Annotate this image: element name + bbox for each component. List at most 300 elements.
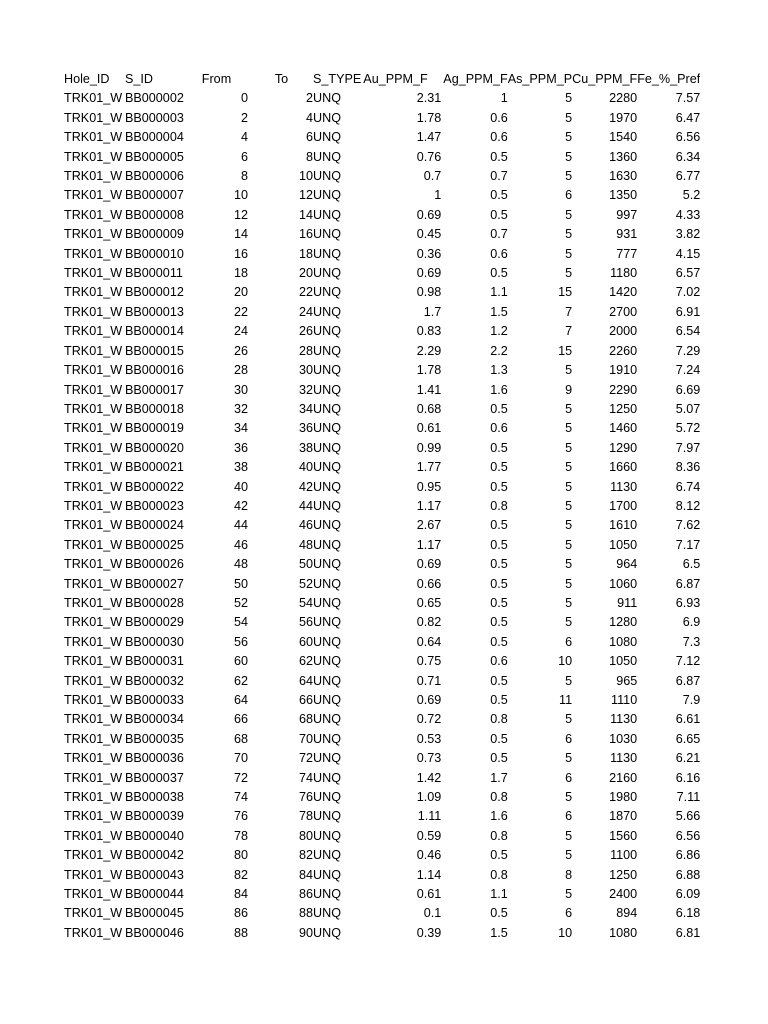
cell-ag-ppm: 1.6 xyxy=(490,809,508,824)
cell-sample-id: BB000007 xyxy=(125,188,184,203)
cell-from: 56 xyxy=(233,634,248,649)
cell-fe-pct: 7.11 xyxy=(676,790,701,805)
cell-hole-id: TRK01_W xyxy=(64,246,123,261)
header-cu-ppm: Cu_PPM_F xyxy=(572,72,638,86)
cell-fe-pct: 7.57 xyxy=(675,91,701,106)
cell-from: 28 xyxy=(233,363,248,378)
cell-to: 90 xyxy=(298,925,313,940)
cell-fe-pct: 4.15 xyxy=(675,246,701,261)
cell-to: 68 xyxy=(298,712,313,727)
cell-sample-id: BB000036 xyxy=(125,751,184,766)
cell-as-ppm: 8 xyxy=(565,867,573,882)
cell-au-ppm: 0.46 xyxy=(416,848,442,863)
cell-from: 52 xyxy=(233,595,248,610)
cell-sample-id: BB000018 xyxy=(125,401,184,416)
cell-sample-id: BB000008 xyxy=(125,207,184,222)
table-row xyxy=(62,264,700,283)
cell-from: 0 xyxy=(240,91,248,106)
cell-as-ppm: 5 xyxy=(565,401,573,416)
cell-sample-type: UNQ xyxy=(313,770,341,785)
cell-sample-type: UNQ xyxy=(313,557,341,572)
cell-sample-id: BB000040 xyxy=(125,828,184,843)
table-row xyxy=(62,381,700,400)
cell-sample-type: UNQ xyxy=(313,576,341,591)
cell-ag-ppm: 0.8 xyxy=(490,867,508,882)
cell-as-ppm: 5 xyxy=(565,227,573,242)
cell-sample-id: BB000010 xyxy=(125,246,184,261)
cell-sample-id: BB000043 xyxy=(125,867,184,882)
cell-as-ppm: 10 xyxy=(558,654,573,669)
cell-to: 54 xyxy=(298,595,313,610)
cell-sample-type: UNQ xyxy=(313,188,341,203)
cell-cu-ppm: 2400 xyxy=(609,887,638,902)
cell-au-ppm: 1.14 xyxy=(416,867,442,882)
cell-au-ppm: 0.7 xyxy=(423,169,442,184)
cell-au-ppm: 1.17 xyxy=(416,537,442,552)
cell-ag-ppm: 0.5 xyxy=(490,731,508,746)
cell-hole-id: TRK01_W xyxy=(64,130,123,145)
cell-from: 4 xyxy=(240,130,248,145)
cell-to: 44 xyxy=(298,498,313,513)
cell-cu-ppm: 1080 xyxy=(609,925,638,940)
cell-to: 18 xyxy=(298,246,313,261)
table-row xyxy=(62,769,700,788)
cell-to: 88 xyxy=(298,906,313,921)
cell-fe-pct: 7.02 xyxy=(675,285,701,300)
cell-from: 2 xyxy=(240,110,248,125)
cell-cu-ppm: 1910 xyxy=(609,363,638,378)
cell-hole-id: TRK01_W xyxy=(64,809,123,824)
cell-cu-ppm: 1610 xyxy=(609,518,638,533)
cell-sample-id: BB000019 xyxy=(125,421,184,436)
header-row xyxy=(62,70,700,89)
cell-to: 50 xyxy=(298,557,313,572)
cell-as-ppm: 5 xyxy=(565,537,573,552)
cell-hole-id: TRK01_W xyxy=(64,421,123,436)
cell-cu-ppm: 1110 xyxy=(611,693,638,707)
cell-fe-pct: 6.86 xyxy=(675,848,701,863)
table-row xyxy=(62,846,700,865)
cell-hole-id: TRK01_W xyxy=(64,654,123,669)
cell-fe-pct: 6.61 xyxy=(675,712,701,727)
cell-as-ppm: 6 xyxy=(565,809,573,824)
cell-au-ppm: 1 xyxy=(434,188,442,203)
cell-ag-ppm: 0.6 xyxy=(490,130,508,145)
cell-ag-ppm: 0.5 xyxy=(490,634,508,649)
cell-as-ppm: 5 xyxy=(565,440,573,455)
cell-fe-pct: 7.62 xyxy=(675,518,701,533)
cell-sample-id: BB000022 xyxy=(125,479,184,494)
cell-au-ppm: 2.31 xyxy=(416,91,442,106)
cell-ag-ppm: 1 xyxy=(500,91,508,106)
cell-hole-id: TRK01_W xyxy=(64,460,123,475)
cell-sample-type: UNQ xyxy=(313,382,341,397)
cell-fe-pct: 6.93 xyxy=(675,595,701,610)
cell-fe-pct: 6.21 xyxy=(675,751,701,766)
cell-au-ppm: 2.29 xyxy=(416,343,442,358)
cell-fe-pct: 7.24 xyxy=(675,363,701,378)
cell-cu-ppm: 1130 xyxy=(610,751,638,766)
cell-sample-id: BB000011 xyxy=(125,266,183,281)
cell-sample-id: BB000030 xyxy=(125,634,184,649)
cell-sample-id: BB000026 xyxy=(125,557,184,572)
cell-as-ppm: 15 xyxy=(558,343,573,358)
cell-hole-id: TRK01_W xyxy=(64,770,123,785)
cell-from: 44 xyxy=(233,518,248,533)
cell-to: 70 xyxy=(298,731,313,746)
cell-as-ppm: 5 xyxy=(565,887,573,902)
cell-from: 14 xyxy=(233,227,248,242)
cell-au-ppm: 1.77 xyxy=(416,460,442,475)
cell-ag-ppm: 0.5 xyxy=(490,460,508,475)
cell-to: 42 xyxy=(298,479,313,494)
cell-as-ppm: 6 xyxy=(565,731,573,746)
cell-sample-type: UNQ xyxy=(313,712,341,727)
cell-sample-id: BB000028 xyxy=(125,595,184,610)
cell-from: 50 xyxy=(233,576,248,591)
cell-hole-id: TRK01_W xyxy=(64,91,123,106)
cell-sample-id: BB000021 xyxy=(125,460,184,475)
cell-sample-id: BB000015 xyxy=(125,343,184,358)
cell-sample-type: UNQ xyxy=(313,673,341,688)
cell-cu-ppm: 2700 xyxy=(609,304,638,319)
cell-as-ppm: 5 xyxy=(565,149,573,164)
cell-fe-pct: 6.56 xyxy=(675,130,701,145)
cell-sample-type: UNQ xyxy=(313,440,341,455)
assay-table xyxy=(62,70,700,943)
cell-cu-ppm: 2000 xyxy=(609,324,638,339)
cell-sample-id: BB000002 xyxy=(125,91,184,106)
cell-cu-ppm: 1540 xyxy=(609,130,638,145)
cell-hole-id: TRK01_W xyxy=(64,615,123,630)
cell-sample-id: BB000006 xyxy=(125,169,184,184)
cell-hole-id: TRK01_W xyxy=(64,693,123,707)
cell-from: 32 xyxy=(233,401,248,416)
table-row xyxy=(62,439,700,458)
cell-au-ppm: 0.98 xyxy=(416,285,442,300)
cell-to: 48 xyxy=(298,537,313,552)
cell-from: 64 xyxy=(233,693,248,707)
cell-sample-type: UNQ xyxy=(313,751,341,766)
cell-to: 30 xyxy=(298,363,313,378)
cell-cu-ppm: 1970 xyxy=(609,110,638,125)
cell-ag-ppm: 0.8 xyxy=(490,498,508,513)
cell-sample-type: UNQ xyxy=(313,149,341,164)
cell-to: 46 xyxy=(298,518,313,533)
cell-to: 24 xyxy=(298,304,313,319)
cell-sample-type: UNQ xyxy=(313,809,341,824)
table-row xyxy=(62,516,700,535)
cell-fe-pct: 5.66 xyxy=(675,809,701,824)
cell-ag-ppm: 2.2 xyxy=(490,343,508,358)
cell-sample-id: BB000020 xyxy=(125,440,184,455)
cell-au-ppm: 1.42 xyxy=(416,770,442,785)
cell-ag-ppm: 0.5 xyxy=(490,848,508,863)
cell-to: 22 xyxy=(298,285,313,300)
cell-hole-id: TRK01_W xyxy=(64,867,123,882)
cell-au-ppm: 1.17 xyxy=(416,498,442,513)
cell-as-ppm: 5 xyxy=(565,576,573,591)
header-from: From xyxy=(201,72,232,86)
cell-au-ppm: 0.99 xyxy=(416,440,442,455)
cell-to: 6 xyxy=(305,130,313,145)
cell-cu-ppm: 1050 xyxy=(609,654,638,669)
cell-hole-id: TRK01_W xyxy=(64,828,123,843)
table-row xyxy=(62,536,700,555)
cell-au-ppm: 1.09 xyxy=(416,790,442,805)
cell-hole-id: TRK01_W xyxy=(64,401,123,416)
cell-hole-id: TRK01_W xyxy=(64,227,123,242)
cell-fe-pct: 6.16 xyxy=(675,770,701,785)
cell-as-ppm: 5 xyxy=(565,207,573,222)
cell-sample-type: UNQ xyxy=(313,304,341,319)
cell-sample-id: BB000046 xyxy=(125,925,184,940)
table-row xyxy=(62,167,700,186)
cell-to: 8 xyxy=(305,149,313,164)
cell-au-ppm: 1.78 xyxy=(416,110,442,125)
table-row xyxy=(62,419,700,438)
table-row xyxy=(62,322,700,341)
cell-to: 36 xyxy=(298,421,313,436)
cell-as-ppm: 6 xyxy=(565,188,573,203)
cell-fe-pct: 6.54 xyxy=(675,324,701,339)
cell-to: 62 xyxy=(298,654,313,669)
table-row xyxy=(62,575,700,594)
table-row xyxy=(62,478,700,497)
cell-fe-pct: 6.77 xyxy=(675,169,701,184)
cell-from: 10 xyxy=(233,188,248,203)
cell-sample-id: BB000032 xyxy=(125,673,184,688)
table-row xyxy=(62,652,700,671)
cell-fe-pct: 8.12 xyxy=(675,498,701,513)
cell-ag-ppm: 0.5 xyxy=(490,149,508,164)
cell-as-ppm: 5 xyxy=(565,91,573,106)
cell-from: 84 xyxy=(233,887,248,902)
cell-fe-pct: 6.88 xyxy=(675,867,701,882)
cell-sample-id: BB000044 xyxy=(125,887,184,902)
cell-from: 38 xyxy=(233,460,248,475)
cell-as-ppm: 5 xyxy=(565,479,573,494)
cell-fe-pct: 6.56 xyxy=(675,828,701,843)
cell-au-ppm: 0.39 xyxy=(416,925,442,940)
cell-sample-type: UNQ xyxy=(313,363,341,378)
cell-as-ppm: 5 xyxy=(565,498,573,513)
cell-from: 16 xyxy=(233,246,248,261)
table-row xyxy=(62,497,700,516)
cell-ag-ppm: 0.5 xyxy=(490,537,508,552)
cell-ag-ppm: 0.5 xyxy=(490,479,508,494)
table-row xyxy=(62,128,700,147)
cell-ag-ppm: 0.8 xyxy=(490,712,508,727)
cell-as-ppm: 5 xyxy=(565,673,573,688)
cell-ag-ppm: 1.1 xyxy=(490,887,508,902)
table-row xyxy=(62,89,700,108)
table-row xyxy=(62,904,700,923)
cell-from: 8 xyxy=(240,169,248,184)
cell-sample-id: BB000025 xyxy=(125,537,184,552)
cell-cu-ppm: 1250 xyxy=(609,867,638,882)
cell-to: 12 xyxy=(298,188,313,203)
cell-fe-pct: 5.07 xyxy=(675,401,701,416)
cell-fe-pct: 6.81 xyxy=(675,925,701,940)
cell-sample-type: UNQ xyxy=(313,693,341,707)
cell-to: 56 xyxy=(298,615,313,630)
cell-fe-pct: 5.2 xyxy=(682,188,701,203)
table-row xyxy=(62,225,700,244)
cell-from: 70 xyxy=(233,751,248,766)
cell-cu-ppm: 1700 xyxy=(609,498,638,513)
cell-cu-ppm: 1100 xyxy=(610,848,638,863)
table-row xyxy=(62,303,700,322)
table-row xyxy=(62,807,700,826)
cell-sample-type: UNQ xyxy=(313,110,341,125)
cell-sample-id: BB000016 xyxy=(125,363,184,378)
table-row xyxy=(62,400,700,419)
cell-from: 36 xyxy=(233,440,248,455)
cell-fe-pct: 8.36 xyxy=(675,460,701,475)
cell-sample-type: UNQ xyxy=(313,595,341,610)
cell-sample-id: BB000009 xyxy=(125,227,184,242)
cell-sample-type: UNQ xyxy=(313,91,341,106)
cell-fe-pct: 7.29 xyxy=(675,343,701,358)
cell-au-ppm: 1.78 xyxy=(416,363,442,378)
cell-cu-ppm: 1050 xyxy=(609,537,638,552)
cell-to: 52 xyxy=(298,576,313,591)
cell-sample-id: BB000038 xyxy=(125,790,184,805)
header-ag-ppm: Ag_PPM_F xyxy=(443,72,508,86)
cell-ag-ppm: 0.5 xyxy=(490,693,508,707)
cell-sample-type: UNQ xyxy=(313,324,341,339)
cell-cu-ppm: 2160 xyxy=(609,770,638,785)
cell-hole-id: TRK01_W xyxy=(64,887,123,902)
cell-hole-id: TRK01_W xyxy=(64,110,123,125)
table-row xyxy=(62,342,700,361)
cell-from: 54 xyxy=(233,615,248,630)
cell-hole-id: TRK01_W xyxy=(64,188,123,203)
cell-from: 42 xyxy=(233,498,248,513)
cell-ag-ppm: 1.3 xyxy=(490,363,508,378)
cell-sample-type: UNQ xyxy=(313,227,341,242)
cell-au-ppm: 0.82 xyxy=(416,615,442,630)
cell-fe-pct: 6.91 xyxy=(675,304,701,319)
cell-cu-ppm: 2280 xyxy=(609,91,638,106)
cell-sample-type: UNQ xyxy=(313,654,341,669)
cell-cu-ppm: 1560 xyxy=(609,828,638,843)
cell-as-ppm: 5 xyxy=(565,790,573,805)
cell-ag-ppm: 1.7 xyxy=(490,770,508,785)
cell-from: 20 xyxy=(233,285,248,300)
cell-sample-id: BB000027 xyxy=(125,576,184,591)
cell-sample-id: BB000039 xyxy=(125,809,184,824)
header-hole-id: Hole_ID xyxy=(64,72,110,86)
cell-hole-id: TRK01_W xyxy=(64,149,123,164)
table-row xyxy=(62,555,700,574)
header-au-ppm: Au_PPM_F xyxy=(363,72,428,86)
cell-ag-ppm: 0.5 xyxy=(490,673,508,688)
cell-from: 80 xyxy=(233,848,248,863)
cell-as-ppm: 7 xyxy=(565,324,573,339)
cell-ag-ppm: 0.5 xyxy=(490,595,508,610)
cell-to: 74 xyxy=(298,770,313,785)
cell-sample-id: BB000023 xyxy=(125,498,184,513)
cell-hole-id: TRK01_W xyxy=(64,925,123,940)
cell-hole-id: TRK01_W xyxy=(64,285,123,300)
cell-as-ppm: 6 xyxy=(565,906,573,921)
cell-to: 14 xyxy=(298,207,313,222)
cell-au-ppm: 0.65 xyxy=(416,595,442,610)
cell-ag-ppm: 0.5 xyxy=(490,188,508,203)
cell-fe-pct: 7.12 xyxy=(675,654,701,669)
cell-cu-ppm: 1360 xyxy=(609,149,638,164)
cell-from: 88 xyxy=(233,925,248,940)
cell-ag-ppm: 1.1 xyxy=(490,285,508,300)
cell-sample-type: UNQ xyxy=(313,246,341,261)
cell-sample-id: BB000037 xyxy=(125,770,184,785)
cell-sample-id: BB000014 xyxy=(125,324,184,339)
cell-hole-id: TRK01_W xyxy=(64,498,123,513)
cell-sample-type: UNQ xyxy=(313,731,341,746)
cell-au-ppm: 0.45 xyxy=(416,227,442,242)
cell-from: 40 xyxy=(233,479,248,494)
cell-sample-id: BB000013 xyxy=(125,304,184,319)
cell-cu-ppm: 1870 xyxy=(609,809,638,824)
cell-au-ppm: 0.68 xyxy=(416,401,442,416)
cell-fe-pct: 6.87 xyxy=(675,673,701,688)
cell-fe-pct: 6.87 xyxy=(675,576,701,591)
cell-from: 72 xyxy=(233,770,248,785)
cell-sample-type: UNQ xyxy=(313,285,341,300)
cell-sample-id: BB000024 xyxy=(125,518,184,533)
cell-ag-ppm: 0.5 xyxy=(490,401,508,416)
header-sample-id: S_ID xyxy=(125,72,153,86)
cell-au-ppm: 0.53 xyxy=(416,731,442,746)
header-fe-pct: Fe_%_Pref xyxy=(637,72,701,86)
table-row xyxy=(62,361,700,380)
cell-sample-id: BB000012 xyxy=(125,285,184,300)
table-row xyxy=(62,186,700,205)
cell-from: 26 xyxy=(233,343,248,358)
cell-sample-type: UNQ xyxy=(313,207,341,222)
cell-au-ppm: 1.7 xyxy=(423,304,442,319)
cell-cu-ppm: 911 xyxy=(617,595,638,610)
cell-as-ppm: 5 xyxy=(565,615,573,630)
cell-from: 18 xyxy=(233,266,248,281)
cell-ag-ppm: 0.7 xyxy=(490,227,508,242)
cell-sample-id: BB000045 xyxy=(125,906,184,921)
cell-from: 74 xyxy=(233,790,248,805)
cell-fe-pct: 6.65 xyxy=(675,731,701,746)
cell-fe-pct: 3.82 xyxy=(675,227,701,242)
cell-hole-id: TRK01_W xyxy=(64,304,123,319)
cell-to: 78 xyxy=(298,809,313,824)
cell-to: 82 xyxy=(298,848,313,863)
cell-fe-pct: 7.97 xyxy=(675,440,701,455)
table-row xyxy=(62,458,700,477)
table-row xyxy=(62,866,700,885)
cell-sample-type: UNQ xyxy=(313,479,341,494)
cell-cu-ppm: 964 xyxy=(616,557,638,572)
cell-ag-ppm: 0.8 xyxy=(490,790,508,805)
cell-as-ppm: 5 xyxy=(565,246,573,261)
cell-as-ppm: 7 xyxy=(565,304,573,319)
cell-from: 78 xyxy=(233,828,248,843)
cell-au-ppm: 0.76 xyxy=(416,149,442,164)
cell-fe-pct: 6.34 xyxy=(675,149,701,164)
cell-cu-ppm: 1130 xyxy=(610,712,638,727)
table-row xyxy=(62,827,700,846)
cell-cu-ppm: 1080 xyxy=(609,634,638,649)
cell-sample-id: BB000033 xyxy=(125,693,184,707)
